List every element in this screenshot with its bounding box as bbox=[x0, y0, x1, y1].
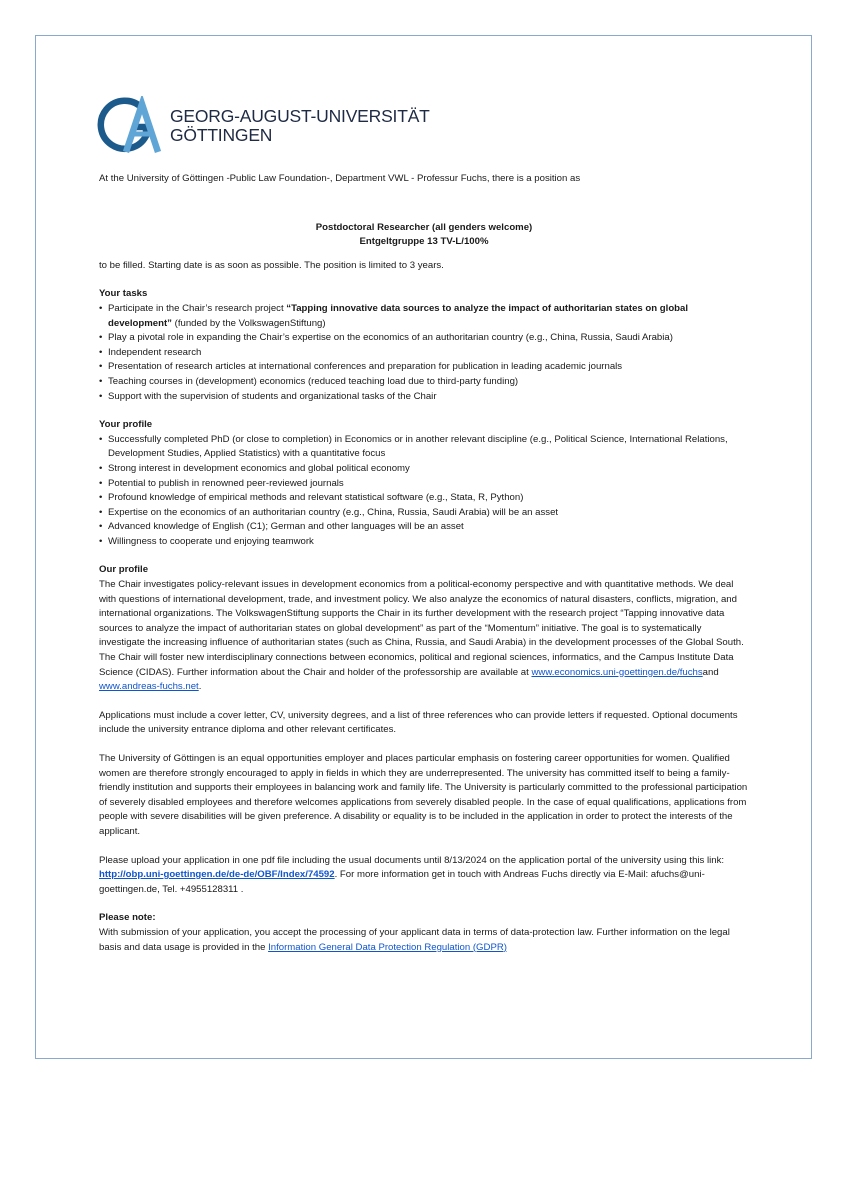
profile-list bbox=[99, 433, 749, 550]
list-item bbox=[99, 477, 749, 492]
profile-item: Strong interest in development economics and global political economy bbox=[108, 462, 410, 474]
list-item bbox=[99, 433, 749, 462]
list-item bbox=[99, 331, 749, 346]
task-first-prefix: Participate in the Chair’s research project bbox=[108, 302, 287, 314]
tasks-heading: Your tasks bbox=[99, 288, 148, 300]
list-item bbox=[99, 390, 749, 405]
job-posting-body bbox=[99, 172, 749, 969]
university-name-line1: GEORG-AUGUST-UNIVERSITÄT bbox=[170, 106, 430, 126]
profile-item: Willingness to cooperate und enjoying teamwork bbox=[108, 535, 314, 547]
task-first-project: “Tapping innovative data sources to analyze the impact of authoritarian states on global development” bbox=[108, 302, 689, 329]
chair-website-link[interactable]: www.economics.uni-goettingen.de/fuchs bbox=[531, 666, 703, 678]
position-grade: Entgeltgruppe 13 TV-L/100% bbox=[359, 236, 489, 248]
application-portal-link[interactable]: http://obp.uni-goettingen.de/de-de/OBF/Index/74592 bbox=[99, 869, 335, 881]
task-item: Independent research bbox=[108, 346, 202, 358]
intro-text: At the University of Göttingen -Public Law Foundation-, Department VWL - Professur Fuchs, there is a position as bbox=[99, 173, 581, 184]
university-name-line2: GÖTTINGEN bbox=[170, 125, 273, 145]
university-logo bbox=[96, 96, 430, 156]
list-item bbox=[99, 360, 749, 375]
bullet-icon: • bbox=[99, 361, 103, 373]
bullet-icon: • bbox=[99, 346, 103, 358]
list-item bbox=[99, 462, 749, 477]
profile-heading: Your profile bbox=[99, 419, 153, 431]
bullet-icon: • bbox=[99, 390, 103, 402]
bullet-icon: • bbox=[99, 375, 103, 387]
task-item: Teaching courses in (development) economics (reduced teaching load due to third-party funding) bbox=[108, 375, 519, 387]
upload-suffix: . For more information get in touch with Andreas Fuchs directly via E-Mail: afuchs@uni-goettingen.de, Tel. +4955128311 . bbox=[99, 869, 705, 895]
bullet-icon: • bbox=[99, 521, 103, 533]
applications-text: Applications must include a cover letter, CV, university degrees, and a list of three references who can provide letters if requested. Optional documents include the university entrance diploma and other relevant certificates. bbox=[99, 709, 738, 736]
task-item: Support with the supervision of students and organizational tasks of the Chair bbox=[108, 390, 437, 402]
profile-item: Successfully completed PhD (or close to completion) in Economics or in another relevant discipline (e.g., Political Science, International Relations, Development Studies, Applied Statistics) with a quantitative focus bbox=[108, 433, 728, 460]
list-item bbox=[99, 535, 749, 550]
profile-item: Advanced knowledge of English (C1); German and other languages will be an asset bbox=[108, 521, 464, 533]
note-body: With submission of your application, you accept the processing of your applicant data in terms of data-protection law. Further information on the legal basis and data usage is provided in the bbox=[99, 926, 730, 953]
our-profile-text bbox=[99, 578, 749, 695]
note-heading: Please note: bbox=[99, 912, 156, 924]
list-item bbox=[99, 491, 749, 506]
upload-text: Please upload your application in one pdf file including the usual documents until 8/13/2024 on the application portal of the university using this link: bbox=[99, 854, 725, 866]
upload-instructions bbox=[99, 854, 749, 898]
equal-opportunity-text: The University of Göttingen is an equal opportunities employer and places particular emphasis on fostering career opportunities for women. Qualified women are therefore strongly encouraged to apply in fields in which they are underrepresented. The university has committed itself to being a family-friendly institution and supports their employees in balancing work and family life. The University is particularly committed to the professional participation of severely disabled employees and therefore welcomes applications from severely disabled people. In the case of equal qualifications, applications from people with severe disabilities will be given preference. A disability or equality is to be included in the application in order to protect the interests of the applicant. bbox=[99, 753, 748, 837]
personal-website-link[interactable]: www.andreas-fuchs.net bbox=[99, 681, 199, 693]
our-profile-body: The Chair investigates policy-relevant issues in development economics from a political-economy perspective and with quantitative methods. We deal with questions of international development, trade, and investment policy. We also analyze the economics of natural disasters, conflicts, migration, and international organizations. The VolkswagenStiftung supports the Chair in its further development with the research project “Tapping innovative data sources to analyze the impact of authoritarian states on global development” as part of the “Momentum” initiative. The goal is to systematically investigate the increasing influence of authoritarian states (such as China, Russia, and Saudi Arabia) in the development processes of the Global South. The Chair will foster new interdisciplinary connections between economics, political and regional sciences, informatics, and the Campus Institute Data Science (CIDAS). Further information about the Chair and holder of the professorship are available at bbox=[99, 579, 744, 678]
position-title: Postdoctoral Researcher (all genders welcome) bbox=[315, 221, 533, 233]
list-item bbox=[99, 375, 749, 390]
our-profile-end: . bbox=[198, 681, 202, 693]
profile-item: Expertise on the economics of an authoritarian country (e.g., China, Russia, Saudi Arabia) will be an asset bbox=[108, 506, 559, 518]
task-item: Presentation of research articles at international conferences and preparation for publication in leading academic journals bbox=[108, 361, 623, 373]
profile-item: Potential to publish in renowned peer-reviewed journals bbox=[108, 477, 344, 489]
bullet-icon: • bbox=[99, 302, 103, 314]
our-profile-heading: Our profile bbox=[99, 564, 149, 576]
list-item bbox=[99, 302, 749, 331]
tasks-list bbox=[99, 302, 749, 404]
profile-item: Profound knowledge of empirical methods and relevant statistical software (e.g., Stata, R, Python) bbox=[108, 492, 524, 504]
tasks-section bbox=[99, 287, 749, 404]
note-text bbox=[99, 926, 749, 955]
position-duration-text: to be filled. Starting date is as soon as possible. The position is limited to 3 years. bbox=[99, 259, 444, 271]
gdpr-link[interactable]: Information General Data Protection Regulation (GDPR) bbox=[268, 941, 507, 953]
bullet-icon: • bbox=[99, 477, 103, 489]
bullet-icon: • bbox=[99, 332, 103, 344]
task-first-suffix: (funded by the VolkswagenStiftung) bbox=[171, 317, 326, 329]
profile-section bbox=[99, 418, 749, 549]
list-item bbox=[99, 506, 749, 521]
bullet-icon: • bbox=[99, 433, 103, 445]
list-item bbox=[99, 346, 749, 361]
task-item: Play a pivotal role in expanding the Chair’s expertise on the economics of an authoritarian country (e.g., China, Russia, Saudi Arabia) bbox=[108, 332, 673, 344]
our-profile-section bbox=[99, 563, 749, 694]
position-title-block bbox=[99, 221, 749, 250]
bullet-icon: • bbox=[99, 492, 103, 504]
list-item bbox=[99, 520, 749, 535]
bullet-icon: • bbox=[99, 462, 103, 474]
bullet-icon: • bbox=[99, 506, 103, 518]
note-section bbox=[99, 911, 749, 955]
university-name bbox=[170, 107, 430, 145]
ga-monogram-icon bbox=[96, 96, 164, 156]
link-joiner: and bbox=[702, 666, 719, 678]
bullet-icon: • bbox=[99, 535, 103, 547]
